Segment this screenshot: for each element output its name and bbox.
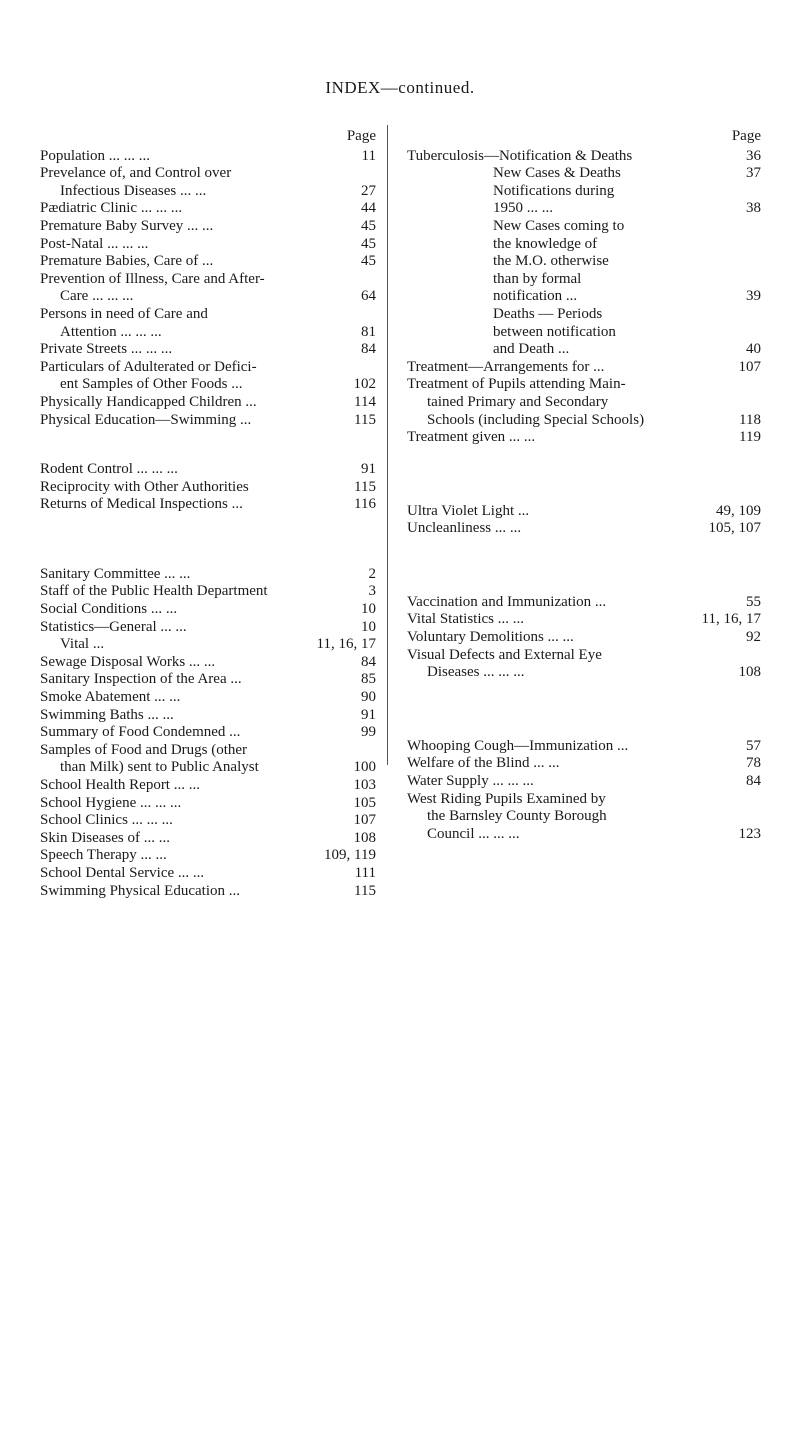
entry-text: Premature Babies, Care of ... [40,253,214,270]
left-index-entries [40,148,376,901]
entry-page-number: 107 [353,812,376,829]
entry-text: School Dental Service ... ... [40,864,205,881]
entry-text: Reciprocity with Other Authorities [40,478,249,495]
index-entry [40,461,376,479]
entry-page-number: 111 [354,864,376,881]
entry-text: than Milk) sent to Public Analyst [60,759,259,776]
entry-page-number: 3 [368,583,376,600]
entry-text: Samples of Food and Drugs (other [40,741,248,758]
entry-text: New Cases & Deaths [493,165,621,182]
group-spacer [407,682,761,738]
entry-page-number: 99 [361,724,376,741]
entry-text: tained Primary and Secondary [427,393,609,410]
entry-text: Particulars of Adulterated or Defici- [40,358,257,375]
column-divider [387,125,388,765]
entry-page-number: 103 [353,777,376,793]
index-entry [40,671,376,689]
index-entry [407,429,761,447]
entry-text: Staff of the Public Health Department [40,583,268,600]
entry-page-number: 105 [353,794,376,811]
entry-page-number: 45 [361,235,376,252]
entry-text: Uncleanliness ... ... [407,520,522,537]
entry-page-number: 45 [361,253,376,270]
entry-text: Schools (including Special Schools) [427,411,645,428]
index-entry [407,148,761,166]
entry-page-number: 115 [354,478,376,495]
index-entry [40,200,376,218]
entry-page-number: 55 [746,593,761,610]
entry-text: School Clinics ... ... ... [40,812,173,829]
entry-page-number: 10 [361,618,376,635]
entry-text: New Cases coming to [493,217,625,234]
index-entry [407,183,761,218]
entry-page-number: 116 [354,496,376,513]
index-entry [40,601,376,619]
entry-page-number: 91 [361,461,376,478]
entry-page-number: 85 [361,671,376,688]
entry-text: Swimming Physical Education ... [40,882,240,899]
entry-text: Social Conditions ... ... [40,601,178,618]
entry-text: Treatment—Arrangements for ... [407,358,605,375]
entry-text: Care ... ... ... [60,288,134,305]
entry-text: the M.O. otherwise [493,253,609,270]
index-entry [40,812,376,830]
entry-page-number: 38 [746,200,761,217]
index-entry [40,479,376,497]
index-entry [40,654,376,672]
entry-page-number: 36 [746,147,761,164]
entry-page-number: 40 [746,341,761,358]
entry-page-number: 105, 107 [708,520,761,537]
entry-text: Post-Natal ... ... ... [40,235,149,252]
entry-page-number: 108 [738,664,761,681]
right-index-entries [407,148,761,844]
entry-page-number: 11 [361,147,376,164]
entry-text: and Death ... [493,341,570,358]
index-entry [40,496,376,514]
page-column-header: Page [346,128,376,144]
index-entry [40,777,376,795]
entry-text: Sanitary Committee ... ... [40,565,191,582]
index-entry [40,341,376,359]
index-entry [407,611,761,629]
entry-page-number: 115 [354,411,376,428]
entry-text: Private Streets ... ... ... [40,341,173,358]
index-entry [407,755,761,773]
index-entry [40,394,376,412]
entry-page-number: 84 [361,653,376,670]
entry-page-number: 2 [368,565,376,582]
index-entry [40,865,376,883]
entry-text: Visual Defects and External Eye [407,646,602,663]
entry-page-number: 118 [739,411,761,428]
index-entry [40,566,376,584]
entry-text: Returns of Medical Inspections ... [40,496,243,513]
index-entry [40,689,376,707]
right-index-column [407,128,761,843]
entry-text: Sewage Disposal Works ... ... [40,653,216,670]
entry-text: Ultra Violet Light ... [407,502,530,519]
entry-page-number: 27 [361,182,376,199]
entry-text: Swimming Baths ... ... [40,706,174,723]
entry-page-number: 37 [746,165,761,182]
entry-text: Prevention of Illness, Care and After- [40,270,265,287]
index-entry [407,376,761,429]
index-entry [40,636,376,654]
entry-text: Physically Handicapped Children ... [40,393,257,410]
index-entry [40,707,376,725]
entry-text: Vital ... [60,636,105,653]
entry-text: Skin Diseases of ... ... [40,829,170,846]
entry-text: Population ... ... ... [40,147,151,164]
entry-text: Pædiatric Clinic ... ... ... [40,200,183,217]
entry-page-number: 84 [746,773,761,790]
entry-page-number: 39 [746,288,761,305]
index-entry [40,236,376,254]
entry-page-number: 49, 109 [716,502,761,519]
entry-page-number: 78 [746,755,761,772]
index-entry [40,218,376,236]
entry-text: West Riding Pupils Examined by [407,790,606,807]
index-entry [40,165,376,200]
entry-page-number: 10 [361,601,376,618]
index-entry [40,148,376,166]
entry-text: Welfare of the Blind ... ... [407,755,560,772]
entry-page-number: 44 [361,200,376,217]
entry-page-number: 114 [354,393,376,410]
index-entry [40,253,376,271]
index-entry [407,306,761,359]
index-entry [40,795,376,813]
entry-text: Prevelance of, and Control over [40,165,232,182]
entry-page-number: 81 [361,323,376,340]
entry-text: between notification [493,323,616,340]
entry-page-number: 109, 119 [324,847,376,864]
entry-text: Diseases ... ... ... [427,664,525,681]
entry-page-number: 90 [361,689,376,706]
entry-text: Attention ... ... ... [60,323,162,340]
index-entry [40,271,376,306]
index-entry [40,742,376,777]
entry-page-number: 92 [746,629,761,646]
entry-text: Persons in need of Care and [40,305,208,322]
index-entry [407,773,761,791]
entry-text: Premature Baby Survey ... ... [40,217,214,234]
entry-text: Speech Therapy ... ... [40,847,167,864]
page-title: INDEX—continued. [325,78,475,97]
group-spacer [407,538,761,594]
entry-text: the knowledge of [493,235,598,252]
index-entry [407,503,761,521]
index-entry [40,847,376,865]
entry-page-number: 57 [746,737,761,754]
entry-text: Summary of Food Condemned ... [40,724,241,741]
entry-page-number: 91 [361,706,376,723]
index-entry [407,647,761,682]
entry-page-number: 11, 16, 17 [316,636,376,653]
index-entry [40,883,376,901]
entry-text: 1950 ... ... [493,200,553,217]
entry-text: Water Supply ... ... ... [407,773,534,790]
entry-text: Council ... ... ... [427,825,520,842]
index-entry [40,583,376,601]
entry-text: the Barnsley County Borough [427,808,607,825]
entry-text: ent Samples of Other Foods ... [60,376,243,393]
index-entry [407,629,761,647]
entry-text: than by formal [493,270,582,287]
index-entry [40,412,376,430]
entry-page-number: 102 [353,376,376,393]
group-spacer [40,514,376,566]
entry-text: Tuberculosis—Notification & Deaths [407,147,633,164]
entry-text: Vital Statistics ... ... [407,611,525,628]
entry-page-number: 100 [353,759,376,776]
entry-text: Treatment of Pupils attending Main- [407,376,626,393]
entry-text: Sanitary Inspection of the Area ... [40,671,242,688]
entry-text: Voluntary Demolitions ... ... [407,629,574,646]
index-entry [407,218,761,306]
index-entry [40,830,376,848]
index-entry [407,791,761,844]
entry-text: Notifications during [493,182,615,199]
entry-page-number: 107 [738,358,761,375]
entry-page-number: 64 [361,288,376,305]
entry-page-number: 108 [353,829,376,846]
entry-page-number: 123 [738,825,761,842]
entry-text: Vaccination and Immunization ... [407,593,607,610]
entry-text: Statistics—General ... ... [40,618,187,635]
entry-page-number: 11, 16, 17 [701,611,761,628]
index-entry [407,359,761,377]
page-column-header: Page [731,128,761,144]
index-entry [407,738,761,756]
entry-text: Deaths — Periods [493,305,603,322]
entry-text: Physical Education—Swimming ... [40,411,252,428]
entry-page-number: 45 [361,217,376,234]
entry-text: Smoke Abatement ... ... [40,689,181,706]
left-index-column [40,128,376,900]
entry-text: School Hygiene ... ... ... [40,794,182,811]
index-entry [407,594,761,612]
entry-text: Whooping Cough—Immunization ... [407,737,629,754]
entry-text: Treatment given ... ... [407,429,536,446]
index-entry [40,619,376,637]
entry-text: Rodent Control ... ... ... [40,461,178,478]
index-entry [407,165,761,183]
entry-text: notification ... [493,288,578,305]
index-entry [40,359,376,394]
entry-page-number: 84 [361,341,376,358]
index-entry [40,724,376,742]
group-spacer [40,429,376,461]
entry-text: School Health Report ... ... [40,777,200,793]
group-spacer [407,447,761,503]
index-entry [407,520,761,538]
index-entry [40,306,376,341]
entry-page-number: 115 [354,882,376,899]
entry-page-number: 119 [739,429,761,446]
entry-text: Infectious Diseases ... ... [60,182,207,199]
